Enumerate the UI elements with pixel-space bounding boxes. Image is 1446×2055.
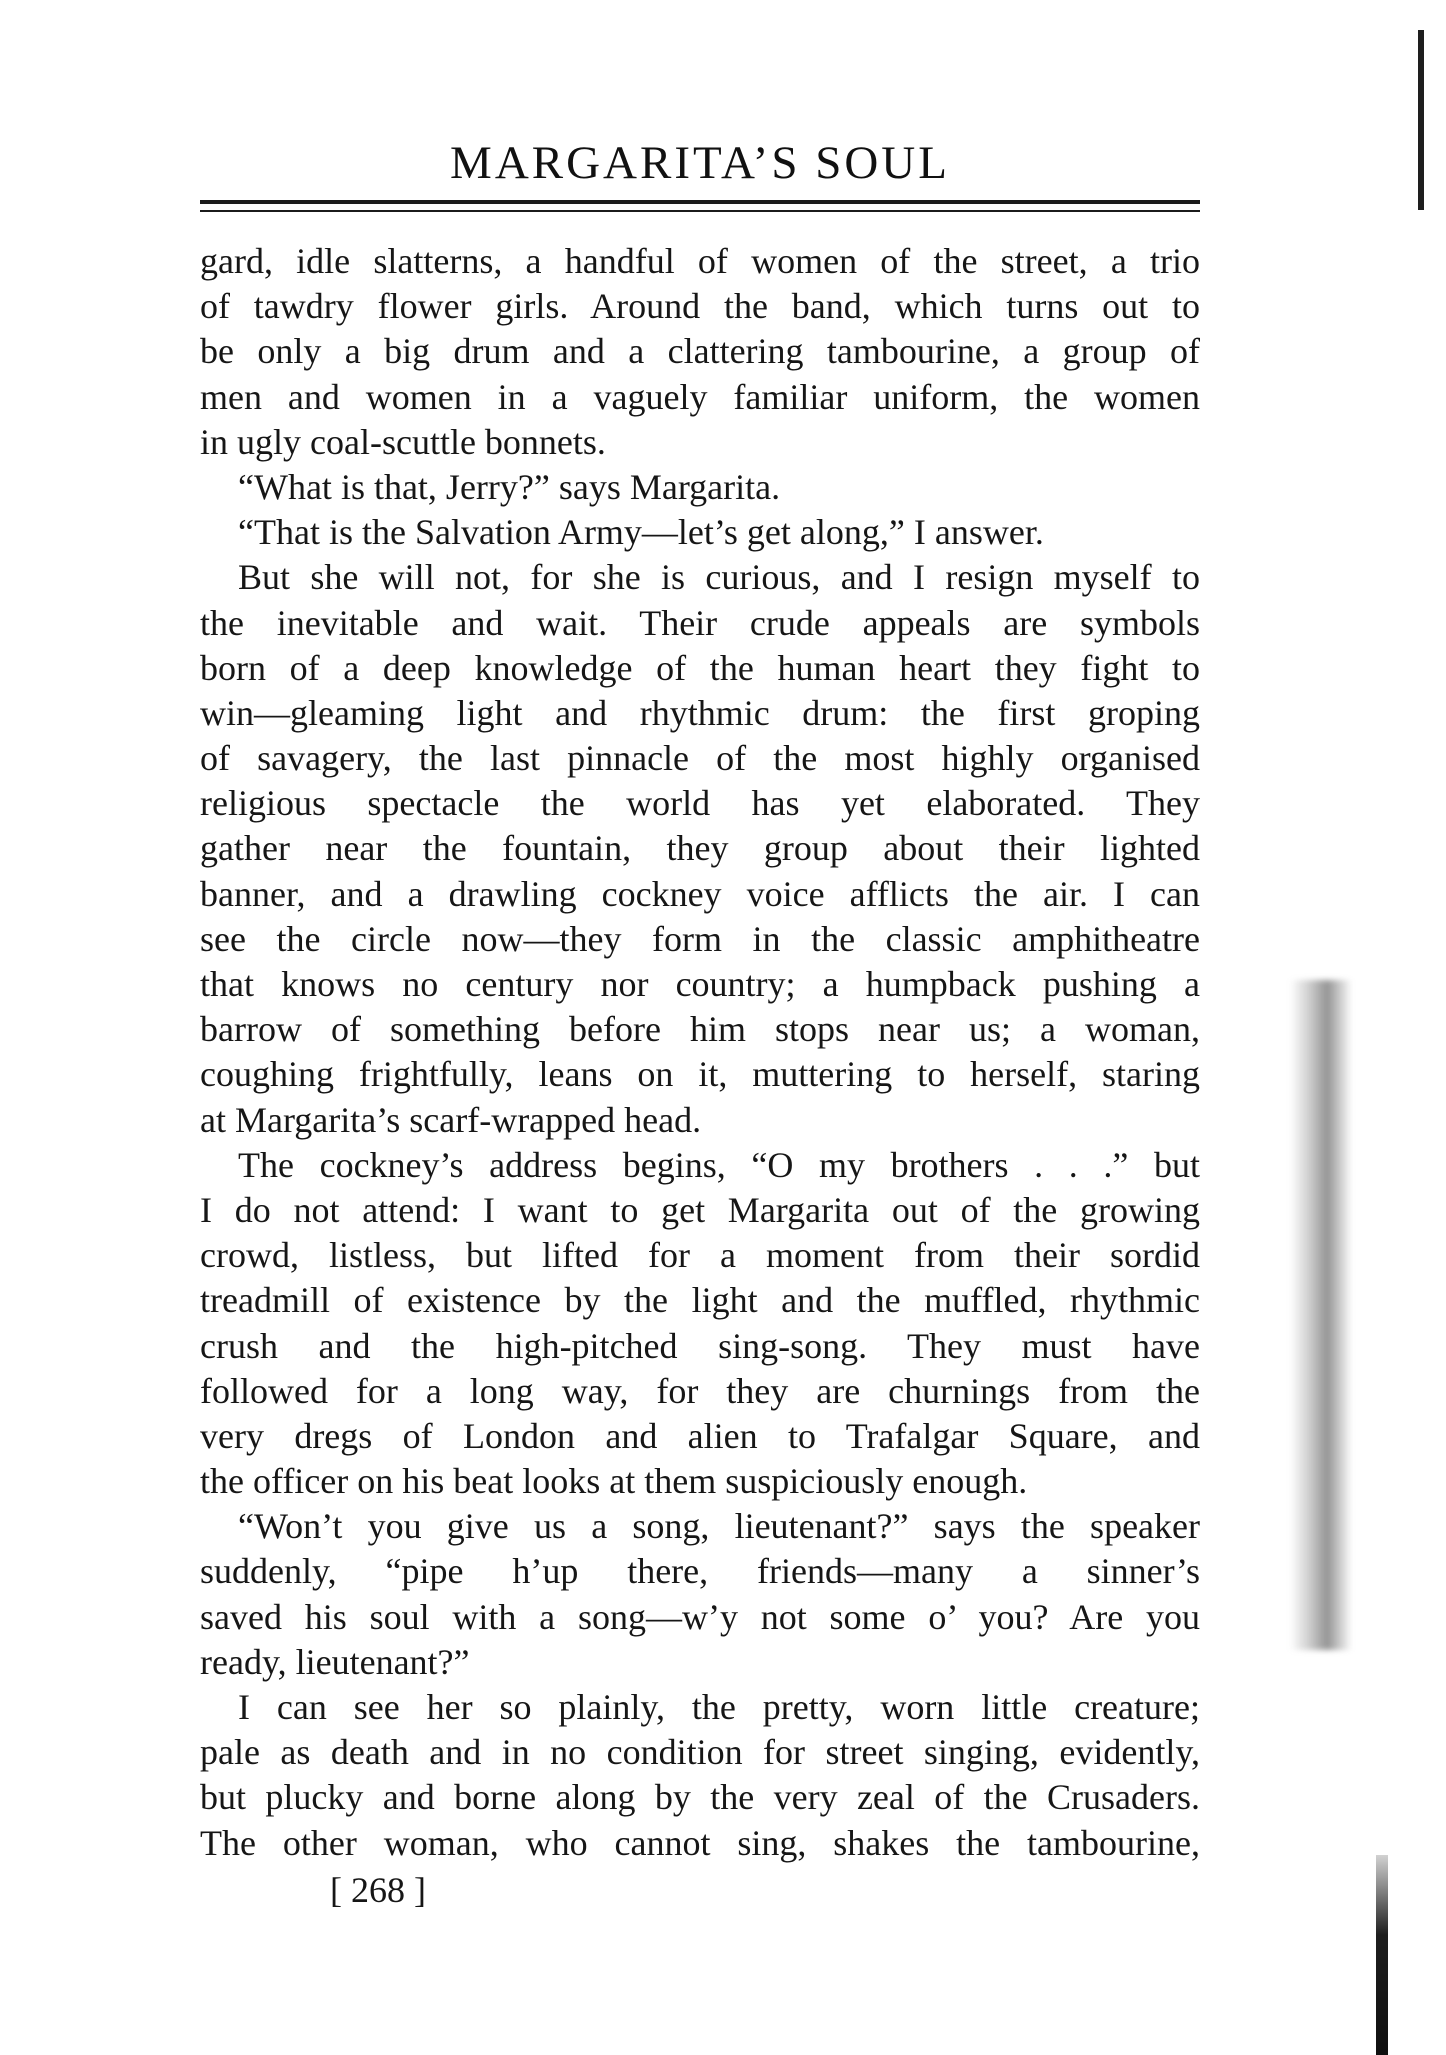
text-line: “What is that, Jerry?” says Margarita. xyxy=(238,466,781,507)
text-line: win—gleaming light and rhythmic drum: the first groping xyxy=(200,692,1200,733)
text-line: treadmill of existence by the light and the muffled, rhythmic xyxy=(200,1280,1200,1321)
text-line: coughing frightfully, leans on it, muttering to herself, staring xyxy=(200,1054,1200,1095)
text-line: crowd, listless, but lifted for a moment from their sordid xyxy=(200,1235,1200,1276)
text-line: but plucky and borne along by the very zeal of the Crusaders. xyxy=(200,1777,1200,1818)
text-line: ready, lieutenant?” xyxy=(200,1641,470,1682)
text-line: I can see her so plainly, the pretty, worn little creature; xyxy=(238,1687,1200,1727)
text-line: born of a deep knowledge of the human heart they fight to xyxy=(200,647,1200,688)
text-line: But she will not, for she is curious, and I resign myself to xyxy=(238,557,1200,598)
text-line: very dregs of London and alien to Trafalgar Square, and xyxy=(200,1415,1200,1456)
text-line: suddenly, “pipe h’up there, friends—many a sinner’s xyxy=(200,1551,1200,1592)
body-text xyxy=(200,239,1200,1866)
text-line: I do not attend: I want to get Margarita out of the growing xyxy=(200,1189,1200,1230)
text-line: crush and the high-pitched sing-song. They must have xyxy=(200,1325,1200,1366)
text-line: at Margarita’s scarf-wrapped head. xyxy=(200,1099,702,1140)
header-rule-thick xyxy=(200,200,1200,204)
text-line: gard, idle slatterns, a handful of women of the street, a trio xyxy=(200,241,1200,281)
text-line: “That is the Salvation Army—let’s get along,” I answer. xyxy=(238,512,1044,553)
binding-edge-top xyxy=(1418,30,1424,210)
text-line: banner, and a drawling cockney voice afflicts the air. I can xyxy=(200,873,1200,914)
header-rule-thin xyxy=(200,210,1200,212)
text-line: pale as death and in no condition for street singing, evidently, xyxy=(200,1732,1200,1773)
text-line: “Won’t you give us a song, lieutenant?” says the speaker xyxy=(238,1506,1200,1547)
binding-edge-bottom xyxy=(1376,1855,1388,2055)
text-line: men and women in a vaguely familiar uniform, the women xyxy=(200,376,1200,417)
scan-shadow xyxy=(1290,980,1352,1650)
running-head: MARGARITA’S SOUL xyxy=(450,137,950,189)
text-line: gather near the fountain, they group about their lighted xyxy=(200,828,1200,869)
text-line: the officer on his beat looks at them suspiciously enough. xyxy=(200,1461,1028,1502)
text-line: in ugly coal-scuttle bonnets. xyxy=(200,421,606,462)
text-line: that knows no century nor country; a humpback pushing a xyxy=(200,964,1200,1004)
text-line: followed for a long way, for they are churnings from the xyxy=(200,1370,1200,1411)
text-line: religious spectacle the world has yet elaborated. They xyxy=(200,783,1200,824)
text-line: of savagery, the last pinnacle of the most highly organised xyxy=(200,738,1200,779)
text-line: The cockney’s address begins, “O my brothers . . .” but xyxy=(238,1144,1200,1185)
text-line: barrow of something before him stops near us; a woman, xyxy=(200,1009,1200,1050)
text-line: of tawdry flower girls. Around the band, which turns out to xyxy=(200,286,1200,327)
text-line: saved his soul with a song—w’y not some o’ you? Are you xyxy=(200,1596,1200,1637)
page-number: [ 268 ] xyxy=(330,1870,426,1910)
text-line: the inevitable and wait. Their crude appeals are symbols xyxy=(200,602,1200,643)
text-line: see the circle now—they form in the classic amphitheatre xyxy=(200,918,1200,959)
text-line: The other woman, who cannot sing, shakes the tambourine, xyxy=(200,1822,1200,1863)
text-line: be only a big drum and a clattering tambourine, a group of xyxy=(200,331,1200,372)
